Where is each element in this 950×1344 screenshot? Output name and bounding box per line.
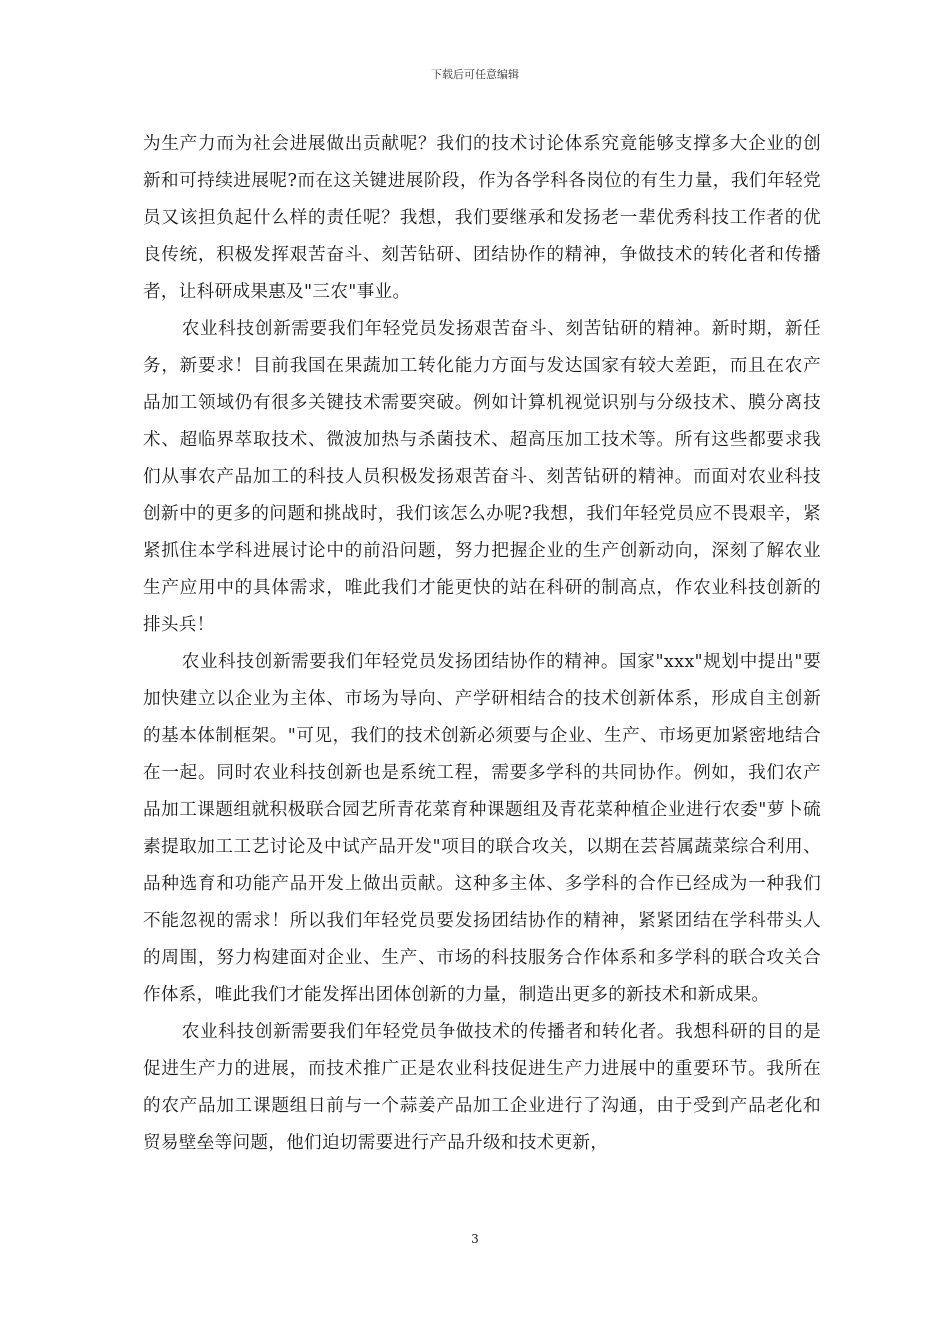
- paragraph-teamwork: 农业科技创新需要我们年轻党员发扬团结协作的精神。国家"xxx"规划中提出"要加快建立以企业为主体、市场为导向、产学研相结合的技术创新体系，形成自主创新的基本体制框架。"可见，我们的技术创新必须要与企业、生产、市场更加紧密地结合在一起。同时农业科技创新也是系统工程，需要多学科的共同协作。例如，我们农产品加工课题组就积极联合园艺所青花菜育种课题组及青花菜种植企业进行农委"萝卜硫素提取加工工艺讨论及中试产品开发"项目的联合攻关，以期在芸苔属蔬菜综合利用、品种选育和功能产品开发上做出贡献。这种多主体、多学科的合作已经成为一种我们不能忽视的需求！所以我们年轻党员要发扬团结协作的精神，紧紧团结在学科带头人的周围，努力构建面对企业、生产、市场的科技服务合作体系和多学科的联合攻关合作体系，唯此我们才能发挥出团体创新的力量，制造出更多的新技术和新成果。: [143, 652, 821, 1005]
- page-number: 3: [471, 1232, 479, 1246]
- paragraph-continued: 为生产力而为社会进展做出贡献呢？我们的技术讨论体系究竟能够支撑多大企业的创新和可持续进展呢?而在这关键进展阶段，作为各学科各岗位的有生力量，我们年轻党员又该担负起什么样的责任呢？我想，我们要继承和发扬老一辈优秀科技工作者的优良传统，积极发挥艰苦奋斗、刻苦钻研、团结协作的精神，争做技术的转化者和传播者，让科研成果惠及"三农"事业。: [143, 134, 821, 302]
- paragraph-tech-transfer: 农业科技创新需要我们年轻党员争做技术的传播者和转化者。我想科研的目的是促进生产力的进展，而技术推广正是农业科技促进生产力进展中的重要环节。我所在的农产品加工课题组日前与一个蒜姜产品加工企业进行了沟通，由于受到产品老化和贸易壁垒等问题，他们迫切需要进行产品升级和技术更新，: [143, 1022, 821, 1153]
- paragraph-hard-work: 农业科技创新需要我们年轻党员发扬艰苦奋斗、刻苦钻研的精神。新时期，新任务，新要求！目前我国在果蔬加工转化能力方面与发达国家有较大差距，而且在农产品加工领域仍有很多关键技术需要突破。例如计算机视觉识别与分级技术、膜分离技术、超临界萃取技术、微波加热与杀菌技术、超高压加工技术等。所有这些都要求我们从事农产品加工的科技人员积极发扬艰苦奋斗、刻苦钻研的精神。而面对农业科技创新中的更多的问题和挑战时，我们该怎么办呢?我想，我们年轻党员应不畏艰辛，紧紧抓住本学科进展讨论中的前沿问题，努力把握企业的生产创新动向，深刻了解农业生产应用中的具体需求，唯此我们才能更快的站在科研的制高点，作农业科技创新的排头兵！: [143, 319, 821, 635]
- document-body: [143, 126, 821, 1162]
- page-header: 下载后可任意编辑: [431, 68, 519, 81]
